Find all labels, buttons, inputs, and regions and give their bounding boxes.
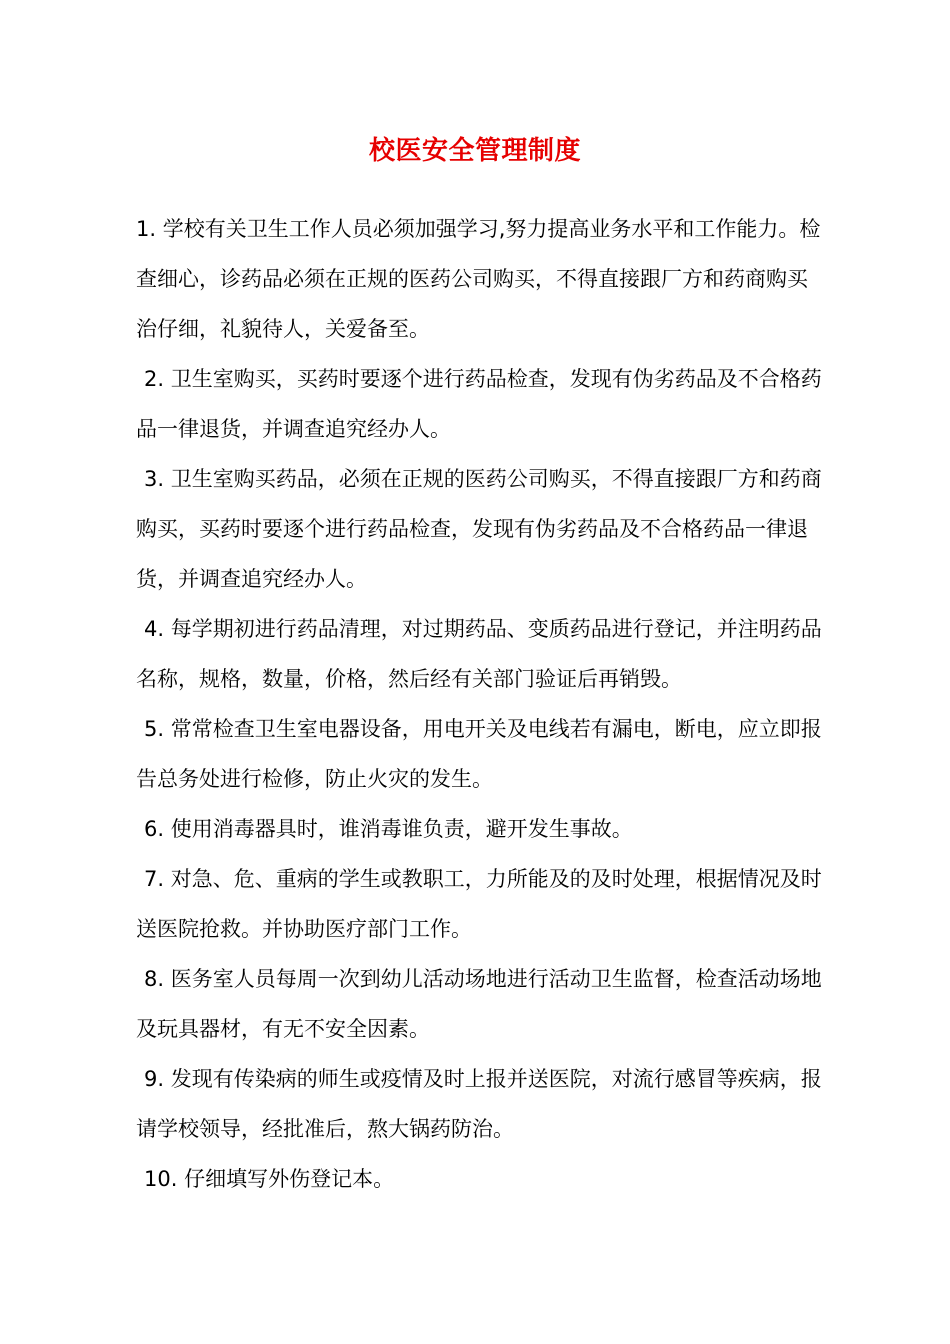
rule-item-1: 1. 学校有关卫生工作人员必须加强学习,努力提高业务水平和工作能力。检查细心，诊药品必须在正规的医药公司购买，不得直接跟厂方和药商购买治仔细，礼貌待人，关爱备至。 [136,217,821,341]
rule-item-9: 9. 发现有传染病的师生或疫情及时上报并送医院，对流行感冒等疾病，报请学校领导，经批准后，熬大锅药防治。 [136,1067,822,1141]
rule-item-4: 4. 每学期初进行药品清理，对过期药品、变质药品进行登记，并注明药品名称，规格，数量，价格，然后经有关部门验证后再销毁。 [136,617,822,691]
page-title: 校医安全管理制度 [368,136,581,166]
rule-item-10: 10. 仔细填写外伤登记本。 [144,1167,395,1191]
rule-item-8: 8. 医务室人员每周一次到幼儿活动场地进行活动卫生监督，检查活动场地及玩具器材，有无不安全因素。 [136,967,822,1041]
rule-item-6: 6. 使用消毒器具时，谁消毒谁负责，避开发生事故。 [144,817,633,841]
rule-item-5: 5. 常常检查卫生室电器设备，用电开关及电线若有漏电，断电，应立即报告总务处进行检修，防止火灾的发生。 [136,717,822,791]
rule-item-7: 7. 对急、危、重病的学生或教职工，力所能及的及时处理，根据情况及时送医院抢救。并协助医疗部门工作。 [136,867,822,941]
rule-item-2: 2. 卫生室购买，买药时要逐个进行药品检查，发现有伪劣药品及不合格药品一律退货，并调查追究经办人。 [136,367,822,441]
rule-item-3: 3. 卫生室购买药品，必须在正规的医药公司购买，不得直接跟厂方和药商购买，买药时要逐个进行药品检查，发现有伪劣药品及不合格药品一律退货，并调查追究经办人。 [136,467,822,591]
rules-list [136,204,826,1204]
